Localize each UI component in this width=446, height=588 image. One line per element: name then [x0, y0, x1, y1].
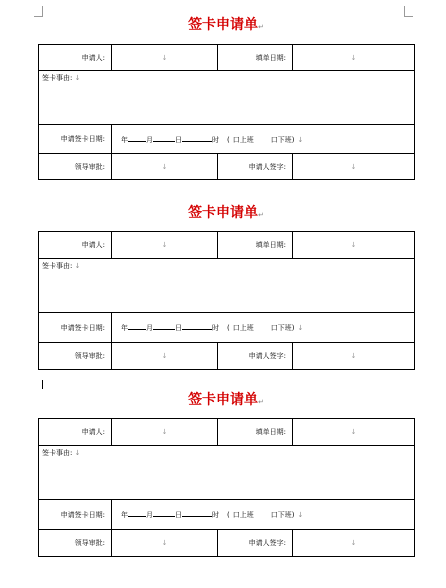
cell-mark-icon: ↓: [74, 262, 81, 270]
cell-mark-icon: ↓: [161, 162, 168, 171]
form-table: [38, 44, 415, 180]
fill-date-label: 填单日期:: [218, 45, 293, 71]
form-title-text: 签卡申请单: [188, 205, 259, 221]
reason-field[interactable]: [39, 71, 415, 125]
cell-mark-icon: ↓: [350, 53, 357, 62]
cell-mark-icon: ↓: [161, 53, 168, 62]
applicant-signature-label: 申请人签字:: [218, 343, 293, 370]
cell-mark-icon: ↓: [74, 449, 81, 457]
day-blank[interactable]: [153, 322, 175, 330]
card-date-field[interactable]: [112, 500, 415, 530]
applicant-signature-field[interactable]: [293, 154, 415, 180]
year-text: 年: [121, 511, 128, 519]
close-paren-text: ): [291, 135, 295, 144]
time-text: 时: [212, 135, 219, 144]
cell-mark-icon: ↓: [161, 241, 168, 249]
card-date-field[interactable]: [112, 313, 415, 343]
leader-approval-label: 领导审批:: [39, 154, 112, 180]
fill-date-field[interactable]: [293, 232, 415, 259]
off-duty-checkbox[interactable]: 口下班: [270, 135, 292, 144]
close-paren-text: ): [291, 511, 295, 519]
month-text: 月: [146, 324, 153, 332]
day-text: 日: [175, 511, 182, 519]
reason-label: 签卡事由:: [42, 449, 73, 457]
applicant-signature-field[interactable]: [293, 530, 415, 557]
month-blank[interactable]: [128, 322, 146, 330]
month-blank[interactable]: [128, 134, 146, 142]
applicant-field[interactable]: [112, 232, 218, 259]
reason-label: 签卡事由:: [42, 74, 73, 82]
year-text: 年: [121, 135, 128, 144]
applicant-field[interactable]: [112, 45, 218, 71]
applicant-signature-label: 申请人签字:: [218, 154, 293, 180]
form-title: [38, 204, 414, 224]
paragraph-mark-icon: ↵: [258, 23, 264, 31]
off-duty-checkbox[interactable]: 口下班: [270, 324, 292, 332]
off-duty-checkbox[interactable]: 口下班: [270, 511, 292, 519]
time-blank[interactable]: [182, 509, 212, 517]
paragraph-mark-icon: ↵: [258, 398, 264, 406]
card-date-field[interactable]: [112, 125, 415, 154]
open-paren-text: (: [227, 511, 230, 519]
form-title: [38, 391, 414, 411]
applicant-field[interactable]: [112, 419, 218, 446]
leader-approval-field[interactable]: [112, 343, 218, 370]
reason-field[interactable]: [39, 446, 415, 500]
card-date-label: 申请签卡日期:: [39, 125, 112, 154]
form-title: [38, 16, 414, 36]
applicant-label: 申请人:: [39, 419, 112, 446]
fill-date-label: 填单日期:: [218, 419, 293, 446]
form-title-text: 签卡申请单: [188, 392, 259, 408]
paragraph-mark-icon: ↵: [258, 211, 264, 219]
time-blank[interactable]: [182, 134, 212, 142]
on-duty-checkbox[interactable]: 口上班: [232, 511, 254, 519]
applicant-signature-field[interactable]: [293, 343, 415, 370]
applicant-label: 申请人:: [39, 232, 112, 259]
fill-date-field[interactable]: [293, 419, 415, 446]
day-blank[interactable]: [153, 134, 175, 142]
card-date-label: 申请签卡日期:: [39, 313, 112, 343]
cell-mark-icon: ↓: [350, 539, 357, 547]
cell-mark-icon: ↓: [161, 352, 168, 360]
on-duty-checkbox[interactable]: 口上班: [232, 135, 254, 144]
cell-mark-icon: ↓: [74, 74, 81, 82]
open-paren-text: (: [227, 324, 230, 332]
day-blank[interactable]: [153, 509, 175, 517]
cell-mark-icon: ↓: [350, 241, 357, 249]
applicant-signature-label: 申请人签字:: [218, 530, 293, 557]
leader-approval-label: 领导审批:: [39, 530, 112, 557]
applicant-label: 申请人:: [39, 45, 112, 71]
day-text: 日: [175, 324, 182, 332]
form-table: [38, 418, 415, 557]
fill-date-label: 填单日期:: [218, 232, 293, 259]
time-text: 时: [212, 324, 219, 332]
month-text: 月: [146, 135, 153, 144]
time-blank[interactable]: [182, 322, 212, 330]
card-date-label: 申请签卡日期:: [39, 500, 112, 530]
year-text: 年: [121, 324, 128, 332]
fill-date-field[interactable]: [293, 45, 415, 71]
form-title-text: 签卡申请单: [188, 17, 259, 33]
time-text: 时: [212, 511, 219, 519]
cell-mark-icon: ↓: [297, 135, 304, 144]
reason-field[interactable]: [39, 259, 415, 313]
cell-mark-icon: ↓: [297, 324, 304, 332]
day-text: 日: [175, 135, 182, 144]
cell-mark-icon: ↓: [350, 162, 357, 171]
month-text: 月: [146, 511, 153, 519]
leader-approval-field[interactable]: [112, 530, 218, 557]
cell-mark-icon: ↓: [350, 428, 357, 436]
cell-mark-icon: ↓: [161, 428, 168, 436]
reason-label: 签卡事由:: [42, 262, 73, 270]
cell-mark-icon: ↓: [297, 511, 304, 519]
leader-approval-label: 领导审批:: [39, 343, 112, 370]
text-cursor: [42, 380, 43, 389]
month-blank[interactable]: [128, 509, 146, 517]
cell-mark-icon: ↓: [161, 539, 168, 547]
close-paren-text: ): [291, 324, 295, 332]
cell-mark-icon: ↓: [350, 352, 357, 360]
form-table: [38, 231, 415, 370]
on-duty-checkbox[interactable]: 口上班: [232, 324, 254, 332]
open-paren-text: (: [227, 135, 230, 144]
leader-approval-field[interactable]: [112, 154, 218, 180]
